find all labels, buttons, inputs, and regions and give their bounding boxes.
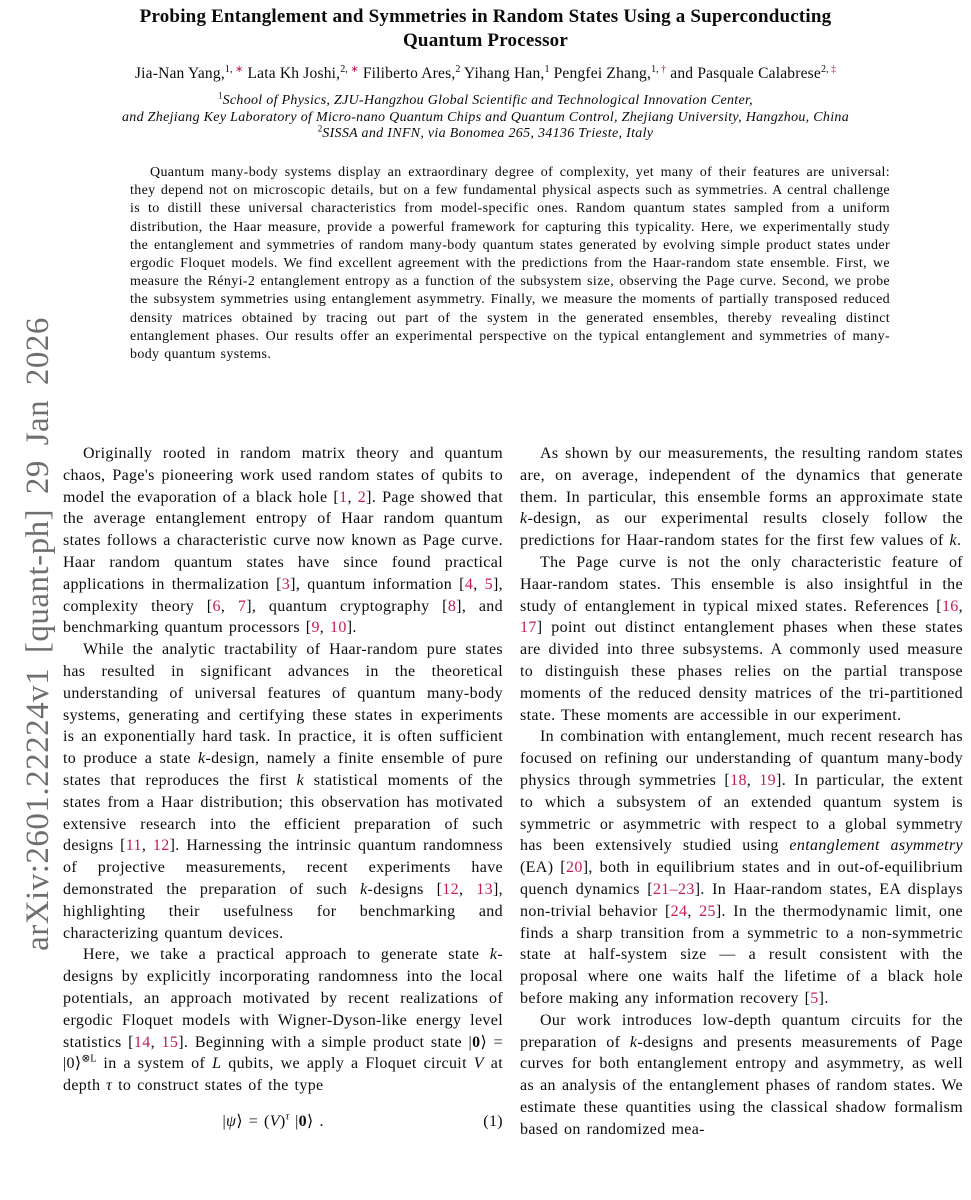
paragraph [520, 726, 963, 1009]
text-run: 2, [821, 63, 832, 75]
text-run: V [269, 1112, 280, 1130]
text-run: ]. Beginning with a simple product state | [178, 1033, 473, 1051]
text-run: k [949, 532, 957, 550]
text-run: L [212, 1055, 222, 1073]
paragraph [63, 944, 503, 1097]
citation-link[interactable]: 14 [133, 1033, 151, 1051]
arxiv-stamp: arXiv:2601.22224v1 [quant-ph] 29 Jan 2026 [20, 317, 56, 951]
text-run: 0 [298, 1112, 307, 1130]
text-run: . [956, 532, 962, 550]
text-run: k [198, 750, 206, 768]
text-run: k [296, 771, 305, 789]
text-run: | [289, 1112, 299, 1130]
text-run: , [220, 597, 238, 615]
text-run: ]. Harnessing the intrinsic quantum randomness of projective measurements, recent experiments have demonstrated the preparation of such [63, 837, 503, 898]
affiliation-line [0, 110, 971, 127]
text-run: , [319, 619, 330, 637]
text-run: 0 [472, 1033, 481, 1051]
text-run: While the analytic tractability of Haar-random pure states has resulted in significant advances in the theoretical understanding of universal features of quantum many-body systems, generating and certifying these states in experiments is an exponentially hard task. In practice, it is often sufficient to produce a state [63, 641, 503, 768]
text-run: -designs [ [367, 880, 443, 898]
equation [63, 1111, 503, 1133]
affiliation-line [0, 123, 971, 143]
citation-link[interactable]: 8 [447, 597, 457, 615]
text-run: ]. [346, 619, 357, 637]
text-run: ], quantum cryptography [ [246, 597, 448, 615]
right-column [520, 443, 963, 1141]
citation-link[interactable]: 5 [484, 575, 493, 593]
text-run: Originally rooted in random matrix theory and quantum chaos, Page's pioneering work used random states of qubits to model the evaporation of a black hole [ [63, 445, 503, 506]
citation-link[interactable]: † [661, 63, 667, 75]
text-run: The Page curve is not the only characteristic feature of Haar-random states. This ensemble is also insightful in the study of entanglement in typical mixed states. References [ [520, 553, 963, 615]
text-run: -designs by explicitly incorporating randomness into the local potentials, an approach motivated by recent realizations of ergodic Floquet models with Wigner-Dyson-like energy level statistics [ [63, 946, 503, 1051]
citation-link[interactable]: 9 [311, 619, 320, 637]
text-run: ]. In the thermodynamic limit, one finds a sharp transition from a symmetric to a non-symmetric state at half-system size — a result consistent with the proposal where one waits half the lifetime of a black hole before making any information recovery [ [520, 902, 963, 1007]
text-run: ]. [818, 989, 829, 1007]
text-run: entanglement asymmetry [789, 837, 963, 855]
citation-link[interactable]: ∗ [350, 63, 359, 75]
text-run: Jia-Nan Yang, [134, 65, 225, 82]
text-run: School of Physics, ZJU-Hangzhou Global Scientific and Technological Innovation Center, [222, 93, 753, 108]
citation-link[interactable]: 13 [476, 880, 493, 898]
text-run: Lata Kh Joshi, [243, 65, 341, 82]
text-run: , [458, 880, 477, 898]
text-run: As shown by our measurements, the resulting random states are, on average, independent of the dynamics that generate them. In particular, this ensemble forms an approximate state [520, 445, 963, 506]
text-run: , [473, 575, 485, 593]
affiliations [0, 90, 971, 143]
text-run: Here, we take a practical approach to generate state [83, 946, 490, 964]
text-run: ], both in equilibrium states and in out-of-equilibrium quench dynamics [ [520, 859, 963, 898]
affiliation-line [0, 90, 971, 110]
citation-link[interactable]: 15 [161, 1033, 179, 1051]
text-run: and Zhejiang Key Laboratory of Micro-nano Quantum Chips and Quantum Control, Zhejiang University, Hangzhou, China [121, 109, 850, 125]
text-run: ], complexity theory [ [63, 575, 503, 615]
text-run: 1 [218, 90, 223, 101]
text-run: to construct states of the type [112, 1077, 324, 1095]
text-run: k [629, 1033, 638, 1051]
text-run: -designs and presents measurements of Page curves for both entanglement entropy and asymmetry, as well as an analysis of the entanglement phases of random states. We estimate these quantities using the classical shadow formalism based on randomized mea- [520, 1033, 963, 1138]
citation-link[interactable]: 4 [464, 575, 474, 593]
text-run: ⟩ = |0⟩ [63, 1033, 504, 1073]
paper-title: Probing Entanglement and Symmetries in Random States Using a Superconducting Quantum Processor [139, 6, 832, 51]
text-run: ⊗L [81, 1053, 97, 1065]
paragraph [520, 552, 963, 726]
citation-link[interactable]: 10 [330, 619, 347, 637]
text-run: ], quantum information [ [290, 575, 465, 593]
text-run: ], highlighting their usefulness for benchmarking and characterizing quantum devices. [63, 880, 503, 942]
text-run: -design, as our experimental results closely follow the predictions for Haar-random states for the first few values of [520, 510, 963, 550]
text-run: Our work introduces low-depth quantum circuits for the preparation of [520, 1011, 963, 1051]
citation-link[interactable]: 2 [357, 488, 367, 506]
text-run: ] point out distinct entanglement phases when these states are divided into three subsystems. A commonly used measure to distinguish these phases relies on the partial transpose moments of the reduced density matrices of the tri-partitioned state. These moments are accessible in our experiment. [520, 619, 963, 724]
text-run: | [222, 1112, 227, 1130]
text-run: ψ [226, 1112, 237, 1130]
text-run: ]. In particular, the extent to which a subsystem of an extended quantum system is symmetric or asymmetric with respect to a global symmetry has been extensively studied using [520, 771, 963, 855]
citation-link[interactable]: 25 [699, 902, 716, 920]
text-run: 2 [455, 63, 461, 75]
text-run: , [958, 597, 963, 615]
text-run: ⟩ = ( [236, 1112, 270, 1130]
text-run: statistical moments of the states from a Haar distribution; this observation has motivated extensive research into the efficient preparation of such designs [ [63, 771, 503, 855]
left-column [63, 443, 503, 1133]
text-run: ⟩ . [307, 1112, 324, 1130]
citation-link[interactable]: 18 [730, 771, 747, 789]
text-run: , [141, 837, 153, 855]
paragraph [520, 443, 963, 552]
text-run: at depth [63, 1055, 504, 1095]
text-run: , [687, 902, 700, 920]
text-run: Filiberto Ares, [358, 65, 456, 82]
paragraph [63, 639, 503, 944]
paragraph [520, 1010, 963, 1141]
citation-link[interactable]: 3 [281, 575, 291, 593]
citation-link[interactable]: 16 [941, 597, 959, 615]
text-run: 2 [317, 123, 323, 134]
text-run: ) [279, 1112, 286, 1130]
paragraph [130, 164, 890, 364]
text-run: (EA) [ [520, 859, 566, 877]
citation-link[interactable]: 19 [759, 771, 777, 789]
equation-body [63, 1111, 483, 1133]
citation-link[interactable]: 7 [237, 597, 247, 615]
text-run: τ [106, 1077, 113, 1095]
text-run: ]. Page showed that the average entanglement entropy of Haar random quantum states follows a characteristic curve now known as Page curve. Haar random quantum states have since found practical applications in thermalization [ [63, 488, 504, 593]
text-run: -design, namely a finite ensemble of pure states that reproduces the first [63, 750, 503, 789]
text-run: and Pasquale Calabrese [666, 65, 821, 82]
text-run: , [746, 771, 760, 789]
equation-number: (1) [483, 1112, 503, 1130]
text-run: k [520, 510, 528, 528]
text-run: 1, [224, 63, 235, 75]
text-run: 2, [340, 63, 351, 75]
text-run: 1, [651, 63, 662, 75]
citation-link[interactable]: 12 [152, 837, 170, 855]
citation-link[interactable]: 5 [810, 989, 819, 1007]
abstract [130, 164, 890, 364]
text-run: , [347, 488, 358, 506]
text-run: k [489, 946, 498, 964]
citation-link[interactable]: 20 [565, 859, 583, 877]
text-run: V [473, 1055, 484, 1073]
citation-link[interactable]: ‡ [831, 63, 837, 75]
citation-link[interactable]: 17 [520, 619, 537, 637]
citation-link[interactable]: 24 [670, 902, 688, 920]
text-run: in a system of [96, 1055, 213, 1073]
text-run: τ [285, 1111, 290, 1123]
text-run: In combination with entanglement, much recent research has focused on refining our understanding of quantum many-body physics through symmetries [ [520, 728, 963, 789]
citation-link[interactable]: ∗ [234, 63, 244, 75]
text-run: 1 [544, 63, 550, 75]
text-run: Yihang Han, [460, 65, 545, 82]
text-run: Pengfei Zhang, [549, 65, 652, 82]
text-run: , [150, 1033, 162, 1051]
paragraph [63, 443, 503, 639]
text-run: k [360, 880, 368, 898]
text-run: qubits, we apply a Floquet circuit [221, 1055, 474, 1073]
citation-link[interactable]: 1 [339, 488, 348, 506]
citation-link[interactable]: 6 [212, 597, 221, 615]
text-run: Quantum many-body systems display an extraordinary degree of complexity, yet many of their features are universal: they depend not on microscopic details, but on a few fundamental physical aspects such as symmetries. A central challenge is to distill these universal characteristics from model-specific ones. Random quantum states sampled from a uniform distribution, the Haar measure, provide a powerful framework for capturing this typicality. Here, we experimentally study the entanglement and symmetries of random many-body quantum states generated by evolving simple product states under ergodic Floquet models. We find excellent agreement with the predictions from the Haar-random state ensemble. First, we measure the Rényi-2 entanglement entropy as a function of the subsystem size, observing the Page curve. Second, we probe the subsystem symmetries using entanglement asymmetry. Finally, we measure the moments of partially transposed reduced density matrices obtained by tracing out part of the system in the generated ensembles, thereby revealing distinct entanglement phases. Our results offer an experimental perspective on the typical entanglement and symmetries of many-body quantum systems. [130, 165, 890, 363]
text-run: ], and benchmarking quantum processors [ [63, 597, 504, 637]
citation-link[interactable]: 21–23 [652, 880, 695, 898]
text-run: SISSA and INFN, via Bonomea 265, 34136 Trieste, Italy [322, 126, 654, 141]
author-line [0, 65, 971, 83]
citation-link[interactable]: 12 [442, 880, 459, 898]
text-run: ]. In Haar-random states, EA displays non-trivial behavior [ [520, 880, 964, 920]
citation-link[interactable]: 11 [125, 837, 142, 855]
